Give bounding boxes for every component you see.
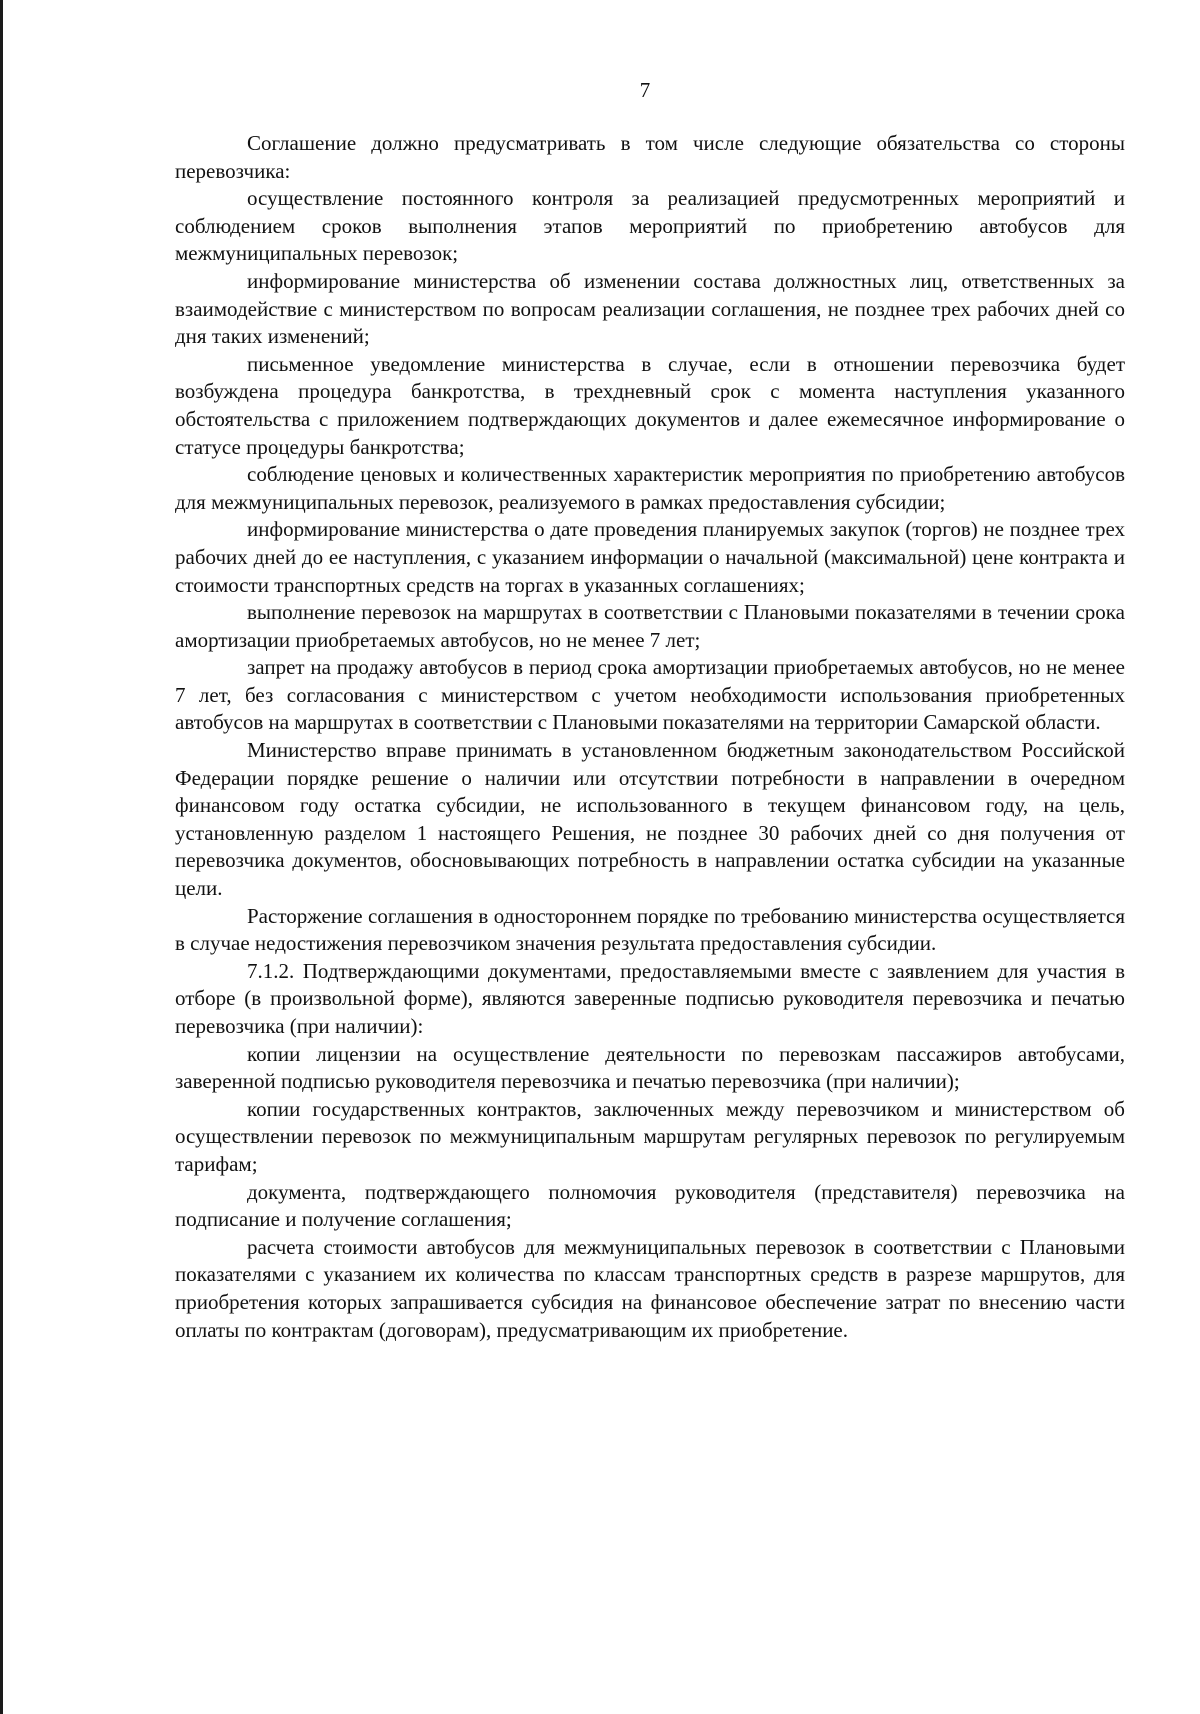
paragraph: выполнение перевозок на маршрутах в соответствии с Плановыми показателями в течении срока амортизации приобретаемых автобусов, но не менее 7 лет; — [175, 600, 1125, 652]
paragraph: копии государственных контрактов, заключенных между перевозчиком и министерством об осуществлении перевозок по межмуниципальным маршрутам регулярных перевозок по регулируемым тарифам; — [175, 1096, 1125, 1176]
paragraph: копии лицензии на осуществление деятельности по перевозкам пассажиров автобусами, заверенной подписью руководителя перевозчика и печатью перевозчика (при наличии); — [175, 1041, 1125, 1094]
paragraph: соблюдение ценовых и количественных характеристик мероприятия по приобретению автобусов для межмуниципальных перевозок, реализуемого в рамках предоставления субсидии; — [175, 462, 1125, 514]
paragraph: расчета стоимости автобусов для межмуниципальных перевозок в соответствии с Плановыми показателями с указанием их количества по классам транспортных средств в разрезе маршрутов, для приобретения которых запрашивается субсидия на финансовое обеспечение затрат по внесению части оплаты по контрактам (договорам), предусматривающим их приобретение. — [175, 1234, 1125, 1342]
paragraph: документа, подтверждающего полномочия руководителя (представителя) перевозчика на подписание и получение соглашения; — [175, 1179, 1125, 1232]
paragraph: 7.1.2. Подтверждающими документами, предоставляемыми вместе с заявлением для участия в отборе (в произвольной форме), являются заверенные подписью руководителя перевозчика и печатью перевозчика (при наличии): — [175, 958, 1125, 1038]
scan-edge — [0, 0, 3, 1714]
paragraph: Министерство вправе принимать в установленном бюджетным законодательством Российской Федерации порядке решение о наличии или отсутствии потребности в направлении в очередном финансовом году остатка субсидии, не использованного в текущем финансовом году, на цель, установленную разделом 1 настоящего Решения, не позднее 30 рабочих дней со дня получения от перевозчика документов, обосновывающих потребность в направлении остатка субсидии на указанные цели. — [175, 738, 1125, 901]
paragraph: информирование министерства о дате проведения планируемых закупок (торгов) не позднее трех рабочих дней до ее наступления, с указанием информации о начальной (максимальной) цене контракта и стоимости транспортных средств на торгах в указанных соглашениях; — [175, 517, 1125, 597]
paragraph: Расторжение соглашения в одностороннем порядке по требованию министерства осуществляется в случае недостижения перевозчиком значения результата предоставления субсидии. — [175, 903, 1125, 956]
paragraph: информирование министерства об изменении состава должностных лиц, ответственных за взаимодействие с министерством по вопросам реализации соглашения, не позднее трех рабочих дней со дня таких изменений; — [175, 268, 1125, 349]
document-body — [175, 130, 1125, 1344]
page-number: 7 — [639, 78, 651, 102]
paragraph: Соглашение должно предусматривать в том числе следующие обязательства со стороны перевозчика: — [175, 131, 1125, 183]
paragraph: запрет на продажу автобусов в период срока амортизации приобретаемых автобусов, но не менее 7 лет, без согласования с министерством с учетом необходимости использования приобретенных автобусов на маршрутах в соответствии с Плановыми показателями на территории Самарской области. — [175, 655, 1125, 735]
paragraph: письменное уведомление министерства в случае, если в отношении перевозчика будет возбуждена процедура банкротства, в трехдневный срок с момента наступления указанного обстоятельства с приложением подтверждающих документов и далее ежемесячное информирование о статусе процедуры банкротства; — [175, 351, 1125, 459]
paragraph: осуществление постоянного контроля за реализацией предусмотренных мероприятий и соблюдением сроков выполнения этапов мероприятий по приобретению автобусов для межмуниципальных перевозок; — [175, 186, 1125, 266]
